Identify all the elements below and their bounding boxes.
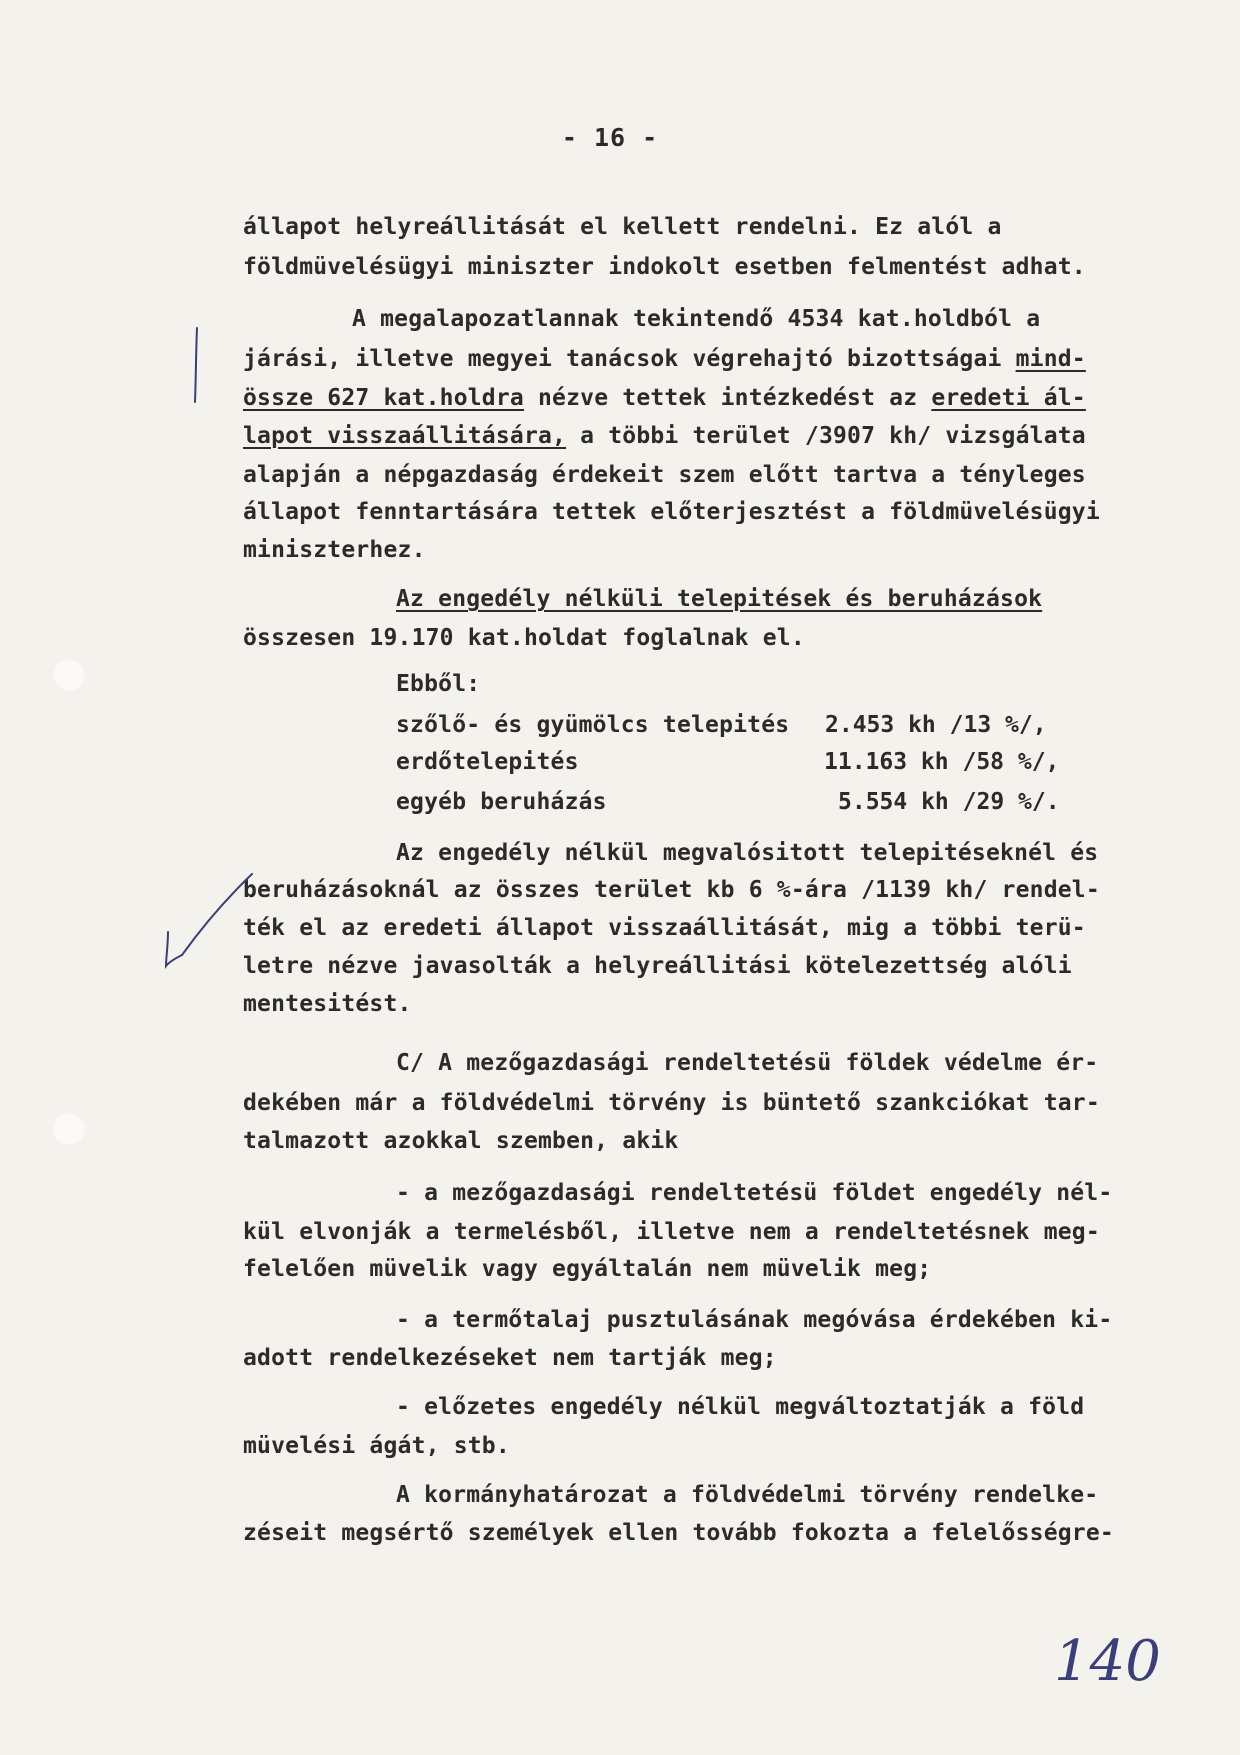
underlined-text: mind- (1015, 346, 1086, 372)
text-line: - előzetes engedély nélkül megváltoztatják a föld (396, 1394, 1085, 1420)
text-line: letre nézve javasolták a helyreállitási kötelezettség alóli (243, 953, 1072, 979)
text-line: alapján a népgazdaság érdekeit szem előtt tartva a tényleges (243, 462, 1086, 488)
list-item-value: 2.453 kh /13 %/, (825, 712, 1047, 738)
underlined-heading: Az engedély nélküli telepitések és beruházások (396, 586, 1043, 612)
text-run: a többi terület /3907 kh/ vizsgálata (566, 423, 1086, 449)
text-line: állapot fenntartására tettek előterjesztést a földmüvelésügyi (243, 499, 1100, 525)
list-item-label: egyéb beruházás (396, 789, 607, 815)
punch-hole (52, 658, 86, 692)
text-line: - a termőtalaj pusztulásának megóvása érdekében ki- (396, 1307, 1113, 1333)
text-line (243, 421, 1086, 451)
text-line: miniszterhez. (243, 537, 426, 563)
list-item-value: 5.554 kh /29 %/. (838, 789, 1060, 815)
text-line (243, 383, 1086, 413)
text-line: talmazott azokkal szemben, akik (243, 1128, 679, 1154)
list-item-value: 11.163 kh /58 %/, (824, 749, 1060, 775)
text-line (243, 344, 1086, 374)
text-line: ték el az eredeti állapot visszaállitását, mig a többi terü- (243, 915, 1086, 941)
text-line: állapot helyreállitását el kellett rendelni. Ez alól a (243, 214, 1002, 240)
checkmark-icon (160, 870, 260, 980)
text-line: - a mezőgazdasági rendeltetésü földet engedély nél- (396, 1180, 1113, 1206)
text-line: felelően müvelik vagy egyáltalán nem müvelik meg; (243, 1256, 932, 1282)
handwritten-folio-number (1050, 1620, 1170, 1700)
text-line: A kormányhatározat a földvédelmi törvény rendelke- (396, 1482, 1099, 1508)
underlined-text: össze 627 kat.holdra (243, 385, 524, 411)
text-line: Az engedély nélkül megvalósitott telepitéseknél és (396, 840, 1099, 866)
punch-hole (52, 1112, 86, 1146)
text-line: Ebből: (396, 671, 481, 697)
text-line: kül elvonják a termelésből, illetve nem a rendeltetésnek meg- (243, 1219, 1100, 1245)
text-run: nézve tettek intézkedést az (523, 385, 932, 411)
underlined-text: eredeti ál- (931, 385, 1086, 411)
list-item-label: erdőtelepités (396, 749, 579, 775)
text-line: A megalapozatlannak tekintendő 4534 kat.holdból a (352, 306, 1041, 332)
folio-number-text: 140 (1054, 1629, 1161, 1694)
underlined-text: lapot visszaállitására, (243, 423, 567, 449)
text-line: müvelési ágát, stb. (243, 1433, 510, 1459)
text-line: mentesitést. (243, 991, 412, 1017)
list-item-label: szőlő- és gyümölcs telepités (396, 712, 790, 738)
text-line: C/ A mezőgazdasági rendeltetésü földek védelme ér- (396, 1050, 1099, 1076)
margin-line-mark (180, 320, 210, 410)
text-line (396, 584, 1042, 614)
text-line: összesen 19.170 kat.holdat foglalnak el. (243, 625, 805, 651)
text-line: adott rendelkezéseket nem tartják meg; (243, 1345, 777, 1371)
text-run: járási, illetve megyei tanácsok végrehajtó bizottságai (243, 346, 1016, 372)
page-number: - 16 - (561, 123, 659, 152)
text-line: beruházásoknál az összes terület kb 6 %-ára /1139 kh/ rendel- (243, 877, 1100, 903)
text-line: dekében már a földvédelmi törvény is büntető szankciókat tar- (243, 1090, 1100, 1116)
text-line: zéseit megsértő személyek ellen tovább fokozta a felelősségre- (243, 1520, 1114, 1546)
text-line: földmüvelésügyi miniszter indokolt esetben felmentést adhat. (243, 254, 1086, 280)
